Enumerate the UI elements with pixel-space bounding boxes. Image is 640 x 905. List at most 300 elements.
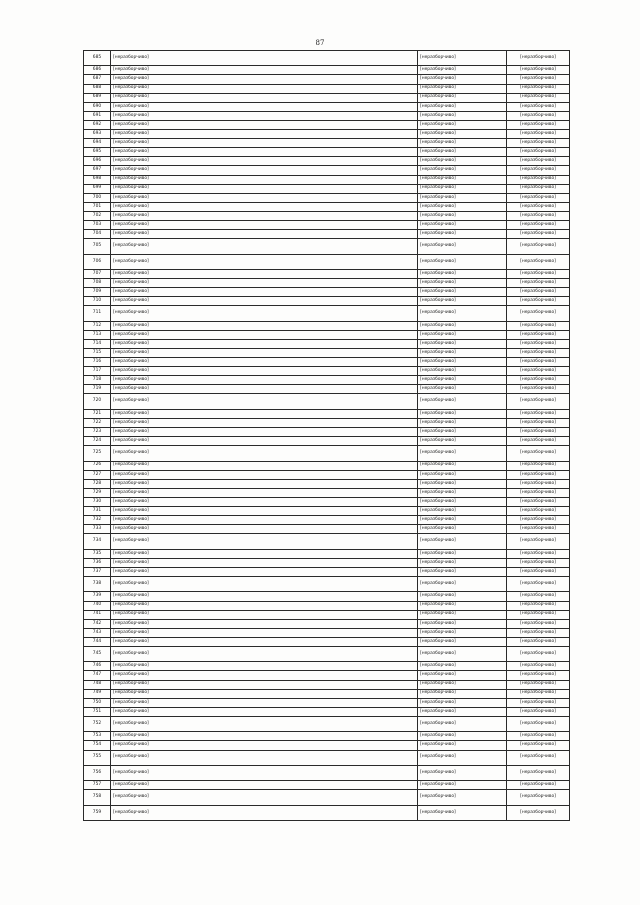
value-cell: [неразборчиво] — [507, 577, 570, 592]
waste-name-cell: [неразборчиво] — [111, 254, 418, 269]
waste-name-cell: [неразборчиво] — [111, 166, 418, 175]
page-number: 87 — [315, 39, 325, 47]
table-row — [84, 93, 570, 102]
table-row — [84, 577, 570, 592]
value-cell: [неразборчиво] — [507, 671, 570, 680]
table-row — [84, 349, 570, 358]
waste-name-cell: [неразборчиво] — [111, 619, 418, 628]
value-cell: [неразборчиво] — [507, 148, 570, 157]
table-row — [84, 765, 570, 780]
waste-name-cell: [неразборчиво] — [111, 498, 418, 507]
waste-name-cell: [неразборчиво] — [111, 367, 418, 376]
table-row — [84, 330, 570, 339]
waste-name-cell: [неразборчиво] — [111, 394, 418, 409]
table-row — [84, 637, 570, 646]
fkko-code-cell: [неразборчиво] — [418, 628, 507, 637]
table-row — [84, 781, 570, 790]
value-cell: [неразборчиво] — [507, 619, 570, 628]
waste-name-cell: [неразборчиво] — [111, 385, 418, 394]
table-row — [84, 139, 570, 148]
waste-name-cell: [неразборчиво] — [111, 781, 418, 790]
value-cell: [неразборчиво] — [507, 741, 570, 750]
fkko-code-cell: [неразборчиво] — [418, 239, 507, 254]
fkko-code-cell: [неразборчиво] — [418, 741, 507, 750]
value-cell: [неразборчиво] — [507, 139, 570, 148]
value-cell: [неразборчиво] — [507, 184, 570, 193]
value-cell: [неразборчиво] — [507, 202, 570, 211]
fkko-code-cell: [неразборчиво] — [418, 601, 507, 610]
fkko-code-cell: [неразборчиво] — [418, 102, 507, 111]
value-cell: [неразборчиво] — [507, 488, 570, 497]
fkko-code-cell: [неразборчиво] — [418, 437, 507, 446]
value-cell: [неразборчиво] — [507, 376, 570, 385]
row-number-cell: 727 — [84, 470, 111, 479]
row-number-cell: 751 — [84, 707, 111, 716]
table-row — [84, 66, 570, 75]
waste-name-cell: [неразборчиво] — [111, 230, 418, 239]
table-row — [84, 567, 570, 576]
fkko-code-cell: [неразборчиво] — [418, 716, 507, 731]
waste-name-cell: [неразборчиво] — [111, 102, 418, 111]
fkko-code-cell: [неразборчиво] — [418, 279, 507, 288]
row-number-cell: 695 — [84, 148, 111, 157]
value-cell: [неразборчиво] — [507, 637, 570, 646]
waste-name-cell: [неразборчиво] — [111, 671, 418, 680]
fkko-code-cell: [неразборчиво] — [418, 175, 507, 184]
table-row — [84, 689, 570, 698]
row-number-cell: 693 — [84, 130, 111, 139]
waste-name-cell: [неразборчиво] — [111, 549, 418, 558]
table-row — [84, 157, 570, 166]
waste-name-cell: [неразборчиво] — [111, 202, 418, 211]
table-row — [84, 279, 570, 288]
fkko-code-cell: [неразборчиво] — [418, 230, 507, 239]
row-number-cell: 744 — [84, 637, 111, 646]
row-number-cell: 702 — [84, 211, 111, 220]
row-number-cell: 685 — [84, 51, 111, 66]
value-cell: [неразборчиво] — [507, 558, 570, 567]
row-number-cell: 692 — [84, 120, 111, 129]
value-cell: [неразборчиво] — [507, 516, 570, 525]
fkko-code-cell: [неразборчиво] — [418, 51, 507, 66]
value-cell: [неразборчиво] — [507, 498, 570, 507]
fkko-code-cell: [неразборчиво] — [418, 428, 507, 437]
waste-name-cell: [неразборчиво] — [111, 279, 418, 288]
row-number-cell: 733 — [84, 525, 111, 534]
value-cell: [неразборчиво] — [507, 166, 570, 175]
table-row — [84, 592, 570, 601]
fkko-code-cell: [неразборчиво] — [418, 339, 507, 348]
value-cell: [неразборчиво] — [507, 805, 570, 820]
waste-name-cell: [неразборчиво] — [111, 148, 418, 157]
waste-name-cell: [неразборчиво] — [111, 120, 418, 129]
value-cell: [неразборчиво] — [507, 75, 570, 84]
table-row — [84, 321, 570, 330]
table-row — [84, 211, 570, 220]
row-number-cell: 754 — [84, 741, 111, 750]
fkko-code-cell: [неразборчиво] — [418, 184, 507, 193]
row-number-cell: 741 — [84, 610, 111, 619]
fkko-code-cell: [неразборчиво] — [418, 637, 507, 646]
table-row — [84, 418, 570, 427]
value-cell: [неразборчиво] — [507, 230, 570, 239]
row-number-cell: 740 — [84, 601, 111, 610]
table-row — [84, 75, 570, 84]
waste-name-cell: [неразборчиво] — [111, 211, 418, 220]
fkko-code-cell: [неразборчиво] — [418, 558, 507, 567]
waste-name-cell: [неразборчиво] — [111, 288, 418, 297]
row-number-cell: 756 — [84, 765, 111, 780]
waste-name-cell: [неразборчиво] — [111, 534, 418, 549]
table-row — [84, 111, 570, 120]
row-number-cell: 737 — [84, 567, 111, 576]
table-row — [84, 732, 570, 741]
row-number-cell: 721 — [84, 409, 111, 418]
value-cell: [неразборчиво] — [507, 592, 570, 601]
waste-name-cell: [неразборчиво] — [111, 707, 418, 716]
value-cell: [неразборчиво] — [507, 470, 570, 479]
row-number-cell: 759 — [84, 805, 111, 820]
waste-name-cell: [неразборчиво] — [111, 470, 418, 479]
waste-name-cell: [неразборчиво] — [111, 750, 418, 765]
table-body — [84, 51, 570, 821]
table-row — [84, 446, 570, 461]
fkko-code-cell: [неразборчиво] — [418, 66, 507, 75]
value-cell: [неразборчиво] — [507, 306, 570, 321]
fkko-code-cell: [неразборчиво] — [418, 525, 507, 534]
table-row — [84, 254, 570, 269]
waste-name-cell: [неразборчиво] — [111, 741, 418, 750]
table-row — [84, 367, 570, 376]
waste-name-cell: [неразборчиво] — [111, 647, 418, 662]
waste-name-cell: [неразборчиво] — [111, 349, 418, 358]
value-cell: [неразборчиво] — [507, 385, 570, 394]
value-cell: [неразборчиво] — [507, 93, 570, 102]
value-cell: [неразборчиво] — [507, 358, 570, 367]
value-cell: [неразборчиво] — [507, 367, 570, 376]
row-number-cell: 739 — [84, 592, 111, 601]
row-number-cell: 726 — [84, 461, 111, 470]
fkko-code-cell: [неразборчиво] — [418, 707, 507, 716]
row-number-cell: 688 — [84, 84, 111, 93]
table-row — [84, 297, 570, 306]
row-number-cell: 750 — [84, 698, 111, 707]
waste-name-cell: [неразборчиво] — [111, 716, 418, 731]
row-number-cell: 707 — [84, 269, 111, 278]
row-number-cell: 718 — [84, 376, 111, 385]
row-number-cell: 706 — [84, 254, 111, 269]
fkko-code-cell: [неразборчиво] — [418, 330, 507, 339]
waste-name-cell: [неразборчиво] — [111, 418, 418, 427]
row-number-cell: 704 — [84, 230, 111, 239]
row-number-cell: 755 — [84, 750, 111, 765]
row-number-cell: 729 — [84, 488, 111, 497]
fkko-code-cell: [неразборчиво] — [418, 507, 507, 516]
row-number-cell: 687 — [84, 75, 111, 84]
fkko-code-cell: [неразборчиво] — [418, 418, 507, 427]
table-row — [84, 102, 570, 111]
value-cell: [неразборчиво] — [507, 66, 570, 75]
fkko-code-cell: [неразборчиво] — [418, 750, 507, 765]
waste-name-cell: [неразборчиво] — [111, 637, 418, 646]
value-cell: [неразборчиво] — [507, 394, 570, 409]
value-cell: [неразборчиво] — [507, 349, 570, 358]
fkko-code-cell: [неразборчиво] — [418, 358, 507, 367]
value-cell: [неразборчиво] — [507, 339, 570, 348]
value-cell: [неразборчиво] — [507, 446, 570, 461]
row-number-cell: 694 — [84, 139, 111, 148]
table-row — [84, 750, 570, 765]
waste-name-cell: [неразборчиво] — [111, 139, 418, 148]
value-cell: [неразборчиво] — [507, 279, 570, 288]
value-cell: [неразборчиво] — [507, 507, 570, 516]
row-number-cell: 722 — [84, 418, 111, 427]
waste-name-cell: [неразборчиво] — [111, 297, 418, 306]
fkko-code-cell: [неразборчиво] — [418, 498, 507, 507]
table-row — [84, 716, 570, 731]
waste-name-cell: [неразборчиво] — [111, 765, 418, 780]
table-row — [84, 680, 570, 689]
fkko-code-cell: [неразборчиво] — [418, 269, 507, 278]
row-number-cell: 745 — [84, 647, 111, 662]
table-row — [84, 202, 570, 211]
waste-name-cell: [неразборчиво] — [111, 525, 418, 534]
value-cell: [неразборчиво] — [507, 193, 570, 202]
fkko-code-cell: [неразборчиво] — [418, 75, 507, 84]
fkko-code-cell: [неразборчиво] — [418, 592, 507, 601]
table-row — [84, 507, 570, 516]
fkko-code-cell: [неразборчиво] — [418, 689, 507, 698]
row-number-cell: 732 — [84, 516, 111, 525]
waste-name-cell: [неразборчиво] — [111, 592, 418, 601]
waste-name-cell: [неразборчиво] — [111, 732, 418, 741]
value-cell: [неразборчиво] — [507, 765, 570, 780]
waste-name-cell: [неразборчиво] — [111, 220, 418, 229]
table-row — [84, 239, 570, 254]
table-row — [84, 385, 570, 394]
value-cell: [неразборчиво] — [507, 211, 570, 220]
fkko-code-cell: [неразборчиво] — [418, 394, 507, 409]
waste-name-cell: [неразборчиво] — [111, 558, 418, 567]
table-row — [84, 409, 570, 418]
value-cell: [неразборчиво] — [507, 534, 570, 549]
waste-name-cell: [неразборчиво] — [111, 446, 418, 461]
value-cell: [неразборчиво] — [507, 254, 570, 269]
table-row — [84, 470, 570, 479]
value-cell: [неразборчиво] — [507, 601, 570, 610]
waste-name-cell: [неразборчиво] — [111, 321, 418, 330]
table-row — [84, 790, 570, 805]
value-cell: [неразборчиво] — [507, 680, 570, 689]
fkko-code-cell: [неразборчиво] — [418, 781, 507, 790]
waste-name-cell: [неразборчиво] — [111, 516, 418, 525]
waste-name-cell: [неразборчиво] — [111, 51, 418, 66]
table-row — [84, 175, 570, 184]
value-cell: [неразборчиво] — [507, 437, 570, 446]
waste-name-cell: [неразборчиво] — [111, 790, 418, 805]
waste-name-cell: [неразборчиво] — [111, 488, 418, 497]
table-row — [84, 628, 570, 637]
row-number-cell: 714 — [84, 339, 111, 348]
table-row — [84, 130, 570, 139]
row-number-cell: 686 — [84, 66, 111, 75]
fkko-code-cell: [неразборчиво] — [418, 166, 507, 175]
value-cell: [неразборчиво] — [507, 479, 570, 488]
waste-name-cell: [неразборчиво] — [111, 437, 418, 446]
value-cell: [неразборчиво] — [507, 610, 570, 619]
waste-name-cell: [неразборчиво] — [111, 358, 418, 367]
fkko-code-cell: [неразборчиво] — [418, 202, 507, 211]
fkko-code-cell: [неразборчиво] — [418, 349, 507, 358]
row-number-cell: 723 — [84, 428, 111, 437]
row-number-cell: 703 — [84, 220, 111, 229]
waste-name-cell: [неразборчиво] — [111, 628, 418, 637]
table-row — [84, 498, 570, 507]
table-row — [84, 601, 570, 610]
row-number-cell: 742 — [84, 619, 111, 628]
waste-name-cell: [неразборчиво] — [111, 662, 418, 671]
value-cell: [неразборчиво] — [507, 120, 570, 129]
value-cell: [неразборчиво] — [507, 321, 570, 330]
value-cell: [неразборчиво] — [507, 51, 570, 66]
fkko-code-cell: [неразборчиво] — [418, 446, 507, 461]
table-row — [84, 220, 570, 229]
row-number-cell: 705 — [84, 239, 111, 254]
row-number-cell: 708 — [84, 279, 111, 288]
waste-name-cell: [неразборчиво] — [111, 689, 418, 698]
row-number-cell: 716 — [84, 358, 111, 367]
table-row — [84, 461, 570, 470]
waste-name-cell: [неразборчиво] — [111, 84, 418, 93]
fkko-code-cell: [неразборчиво] — [418, 288, 507, 297]
table-row — [84, 193, 570, 202]
value-cell: [неразборчиво] — [507, 297, 570, 306]
waste-name-cell: [неразборчиво] — [111, 111, 418, 120]
waste-name-cell: [неразборчиво] — [111, 339, 418, 348]
waste-name-cell: [неразборчиво] — [111, 577, 418, 592]
row-number-cell: 699 — [84, 184, 111, 193]
table-row — [84, 184, 570, 193]
row-number-cell: 701 — [84, 202, 111, 211]
fkko-code-cell: [неразборчиво] — [418, 376, 507, 385]
waste-name-cell: [неразборчиво] — [111, 376, 418, 385]
value-cell: [неразборчиво] — [507, 525, 570, 534]
table-row — [84, 698, 570, 707]
waste-name-cell: [неразборчиво] — [111, 130, 418, 139]
table-row — [84, 805, 570, 820]
fkko-code-cell: [неразборчиво] — [418, 193, 507, 202]
waste-classifier-table — [83, 50, 570, 821]
waste-name-cell: [неразборчиво] — [111, 193, 418, 202]
value-cell: [неразборчиво] — [507, 330, 570, 339]
table-row — [84, 525, 570, 534]
row-number-cell: 719 — [84, 385, 111, 394]
table-row — [84, 84, 570, 93]
row-number-cell: 700 — [84, 193, 111, 202]
waste-name-cell: [неразборчиво] — [111, 601, 418, 610]
table-row — [84, 376, 570, 385]
value-cell: [неразборчиво] — [507, 662, 570, 671]
value-cell: [неразборчиво] — [507, 288, 570, 297]
value-cell: [неразборчиво] — [507, 716, 570, 731]
waste-name-cell: [неразборчиво] — [111, 239, 418, 254]
row-number-cell: 691 — [84, 111, 111, 120]
value-cell: [неразборчиво] — [507, 732, 570, 741]
value-cell: [неразборчиво] — [507, 111, 570, 120]
row-number-cell: 736 — [84, 558, 111, 567]
row-number-cell: 715 — [84, 349, 111, 358]
table-row — [84, 619, 570, 628]
fkko-code-cell: [неразборчиво] — [418, 470, 507, 479]
row-number-cell: 738 — [84, 577, 111, 592]
row-number-cell: 709 — [84, 288, 111, 297]
waste-name-cell: [неразборчиво] — [111, 75, 418, 84]
table-row — [84, 394, 570, 409]
fkko-code-cell: [неразборчиво] — [418, 647, 507, 662]
row-number-cell: 757 — [84, 781, 111, 790]
table-row — [84, 230, 570, 239]
value-cell: [неразборчиво] — [507, 698, 570, 707]
waste-name-cell: [неразборчиво] — [111, 184, 418, 193]
row-number-cell: 743 — [84, 628, 111, 637]
table-row — [84, 120, 570, 129]
waste-name-cell: [неразборчиво] — [111, 567, 418, 576]
row-number-cell: 720 — [84, 394, 111, 409]
table-row — [84, 358, 570, 367]
waste-name-cell: [неразборчиво] — [111, 610, 418, 619]
table-row — [84, 558, 570, 567]
fkko-code-cell: [неразборчиво] — [418, 306, 507, 321]
row-number-cell: 725 — [84, 446, 111, 461]
waste-name-cell: [неразборчиво] — [111, 507, 418, 516]
value-cell: [неразборчиво] — [507, 750, 570, 765]
waste-name-cell: [неразборчиво] — [111, 461, 418, 470]
value-cell: [неразборчиво] — [507, 239, 570, 254]
fkko-code-cell: [неразборчиво] — [418, 367, 507, 376]
fkko-code-cell: [неразборчиво] — [418, 698, 507, 707]
fkko-code-cell: [неразборчиво] — [418, 516, 507, 525]
value-cell: [неразборчиво] — [507, 567, 570, 576]
value-cell: [неразборчиво] — [507, 269, 570, 278]
waste-name-cell: [неразборчиво] — [111, 479, 418, 488]
value-cell: [неразборчиво] — [507, 707, 570, 716]
row-number-cell: 711 — [84, 306, 111, 321]
waste-name-cell: [неразборчиво] — [111, 93, 418, 102]
fkko-code-cell: [неразборчиво] — [418, 93, 507, 102]
value-cell: [неразборчиво] — [507, 418, 570, 427]
fkko-code-cell: [неразборчиво] — [418, 790, 507, 805]
row-number-cell: 749 — [84, 689, 111, 698]
table-row — [84, 671, 570, 680]
waste-name-cell: [неразборчиво] — [111, 157, 418, 166]
table-row — [84, 741, 570, 750]
value-cell: [неразборчиво] — [507, 102, 570, 111]
fkko-code-cell: [неразборчиво] — [418, 297, 507, 306]
fkko-code-cell: [неразборчиво] — [418, 111, 507, 120]
waste-name-cell: [неразборчиво] — [111, 698, 418, 707]
waste-name-cell: [неразборчиво] — [111, 428, 418, 437]
waste-name-cell: [неразборчиво] — [111, 805, 418, 820]
fkko-code-cell: [неразборчиво] — [418, 671, 507, 680]
waste-name-cell: [неразборчиво] — [111, 409, 418, 418]
row-number-cell: 753 — [84, 732, 111, 741]
fkko-code-cell: [неразборчиво] — [418, 577, 507, 592]
fkko-code-cell: [неразборчиво] — [418, 662, 507, 671]
table-row — [84, 428, 570, 437]
row-number-cell: 752 — [84, 716, 111, 731]
row-number-cell: 734 — [84, 534, 111, 549]
fkko-code-cell: [неразборчиво] — [418, 479, 507, 488]
